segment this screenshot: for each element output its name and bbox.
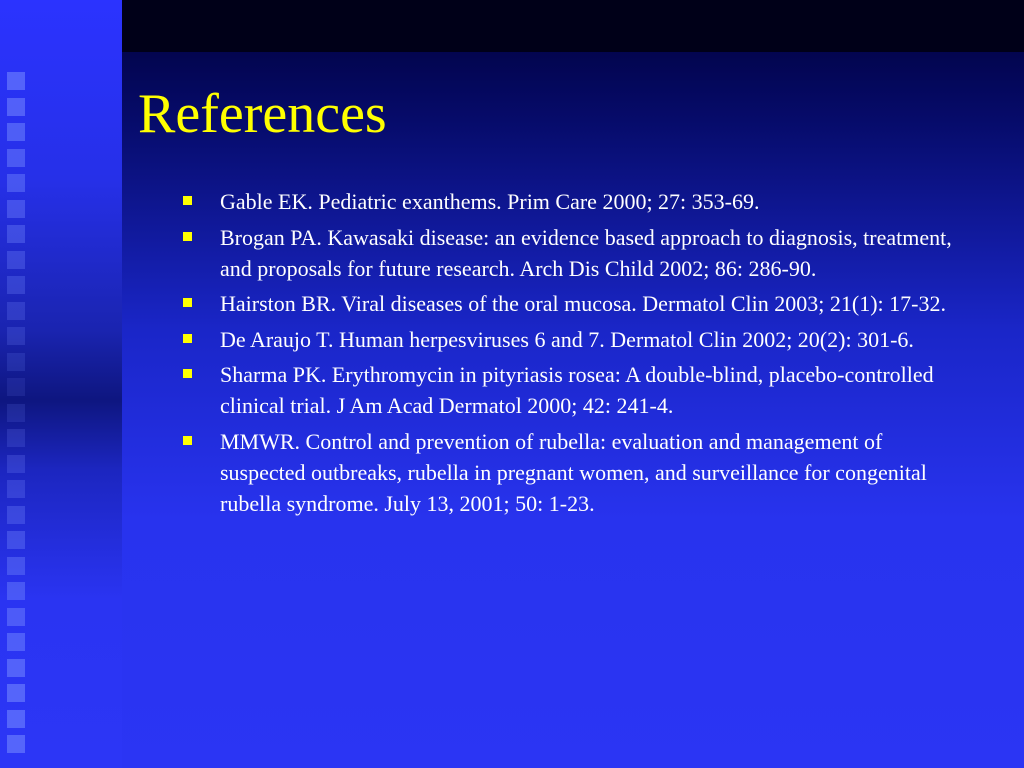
- reference-item: [182, 222, 952, 284]
- square-bullet-icon: [183, 369, 192, 378]
- decorative-square: [7, 302, 25, 320]
- decorative-square: [7, 174, 25, 192]
- decorative-square: [7, 710, 25, 728]
- decorative-square: [7, 149, 25, 167]
- reference-text: MMWR. Control and prevention of rubella: evaluation and management of suspected outbreaks, rubella in pregnant women, and surveillance for congenital rubella syndrome. July 13, 2001; 50: 1-23.: [220, 428, 927, 516]
- decorative-square: [7, 327, 25, 345]
- decorative-square: [7, 659, 25, 677]
- decorative-square: [7, 429, 25, 447]
- decorative-square: [7, 378, 25, 396]
- top-dark-band: [122, 0, 1024, 52]
- left-decorative-strip: [0, 0, 122, 768]
- square-bullet-icon: [183, 436, 192, 445]
- reference-item: [182, 324, 952, 355]
- reference-item: [182, 359, 952, 421]
- reference-item: [182, 426, 952, 519]
- decorative-square: [7, 582, 25, 600]
- decorative-square: [7, 404, 25, 422]
- reference-item: [182, 288, 952, 319]
- decorative-square: [7, 225, 25, 243]
- decorative-square: [7, 633, 25, 651]
- decorative-square: [7, 557, 25, 575]
- decorative-square: [7, 98, 25, 116]
- decorative-square: [7, 506, 25, 524]
- decorative-square: [7, 608, 25, 626]
- slide-title: References: [138, 83, 387, 145]
- decorative-square: [7, 531, 25, 549]
- decorative-square: [7, 455, 25, 473]
- decorative-square: [7, 353, 25, 371]
- square-bullet-icon: [183, 298, 192, 307]
- decorative-square: [7, 251, 25, 269]
- reference-item: [182, 186, 952, 217]
- reference-text: Gable EK. Pediatric exanthems. Prim Care 2000; 27: 353-69.: [220, 189, 760, 214]
- decorative-square: [7, 735, 25, 753]
- decorative-square: [7, 123, 25, 141]
- decorative-square: [7, 200, 25, 218]
- reference-text: Sharma PK. Erythromycin in pityriasis rosea: A double-blind, placebo-controlled clinical trial. J Am Acad Dermatol 2000; 42: 241-4.: [220, 362, 934, 418]
- decorative-square: [7, 480, 25, 498]
- reference-text: Hairston BR. Viral diseases of the oral mucosa. Dermatol Clin 2003; 21(1): 17-32.: [220, 291, 946, 316]
- reference-text: De Araujo T. Human herpesviruses 6 and 7. Dermatol Clin 2002; 20(2): 301-6.: [220, 326, 914, 352]
- square-bullet-icon: [183, 334, 192, 343]
- reference-list: [182, 186, 952, 523]
- decorative-square: [7, 276, 25, 294]
- decorative-square: [7, 684, 25, 702]
- decorative-square: [7, 72, 25, 90]
- square-bullet-icon: [183, 196, 192, 205]
- square-bullet-icon: [183, 232, 192, 241]
- reference-text: Brogan PA. Kawasaki disease: an evidence based approach to diagnosis, treatment, and proposals for future research. Arch Dis Child 2002; 86: 286-90.: [220, 224, 952, 281]
